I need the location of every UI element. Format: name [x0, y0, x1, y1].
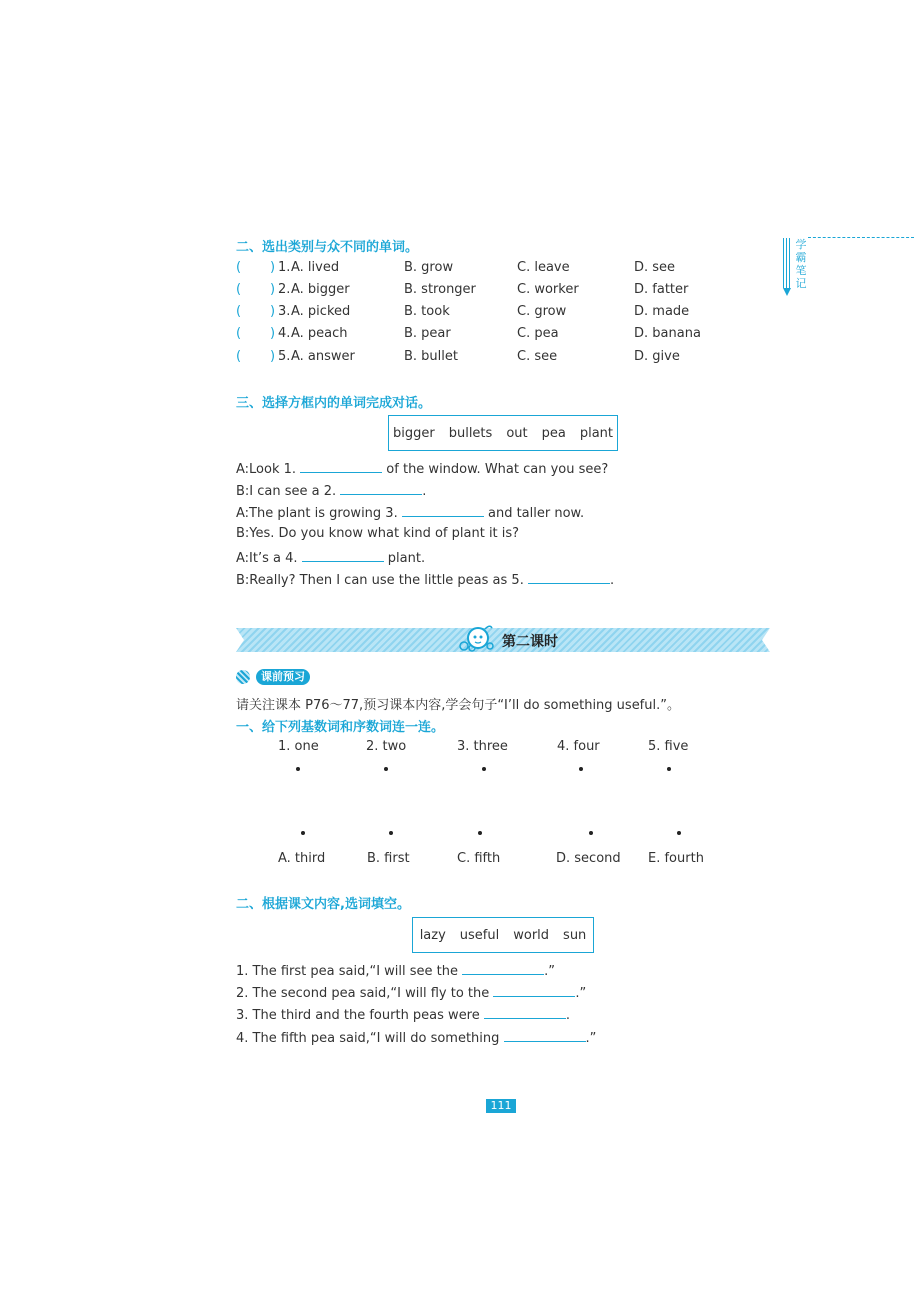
option-a: A. bigger [291, 282, 350, 297]
dialogue-text: . [609, 573, 615, 588]
fill-text: 1. The first pea said,“I will see the [236, 964, 463, 979]
option-b: B. took [404, 304, 450, 319]
dialogue-text: B:Really? Then I can use the little peas as 5. [236, 573, 524, 588]
fill-line [236, 1006, 570, 1023]
answer-blank[interactable] [462, 962, 544, 975]
dialogue-line [236, 482, 426, 499]
match-bottom-dot[interactable] [589, 831, 593, 835]
side-tab-label [794, 238, 808, 290]
question-number: 5. [278, 349, 291, 364]
word-bank-word: world [513, 927, 550, 943]
answer-paren-open[interactable]: ( [236, 260, 242, 275]
dialogue-text: of the window. What can you see? [382, 462, 609, 477]
fill-text: 4. The fifth pea said,“I will do something [236, 1031, 504, 1046]
match-top-dot[interactable] [667, 767, 671, 771]
answer-paren-close: ) [270, 304, 276, 319]
side-tab-char: 学 [795, 238, 807, 251]
word-bank-word: pea [541, 425, 566, 441]
option-a: A. lived [291, 260, 340, 275]
preview-icon [236, 670, 250, 684]
answer-paren-open[interactable]: ( [236, 304, 242, 319]
preview-badge: 课前预习 [256, 669, 310, 685]
side-tab-char: 笔 [795, 264, 807, 277]
word-bank-word: plant [579, 425, 613, 441]
match-bottom-dot[interactable] [677, 831, 681, 835]
fill-line [236, 962, 555, 979]
side-tab-char: 记 [795, 277, 807, 290]
pencil-icon [780, 238, 794, 302]
match-bottom-item: D. second [556, 851, 621, 866]
fill-line [236, 1029, 596, 1046]
answer-blank[interactable] [484, 1006, 566, 1019]
section-dialogue-title: 三、选择方框内的单词完成对话。 [236, 396, 432, 411]
match-bottom-dot[interactable] [478, 831, 482, 835]
word-bank-word: bullets [448, 425, 493, 441]
option-b: B. bullet [404, 349, 458, 364]
question-number: 1. [278, 260, 291, 275]
option-d: D. banana [634, 326, 701, 341]
match-bottom-dot[interactable] [301, 831, 305, 835]
dialogue-line [236, 504, 584, 521]
side-tab-char: 霸 [795, 251, 807, 264]
answer-paren-open[interactable]: ( [236, 282, 242, 297]
answer-blank[interactable] [302, 549, 384, 562]
word-bank-word: useful [459, 927, 500, 943]
word-bank-box [388, 415, 618, 451]
pea-mascot-icon [458, 622, 498, 654]
dialogue-text: . [422, 484, 427, 499]
preview-instruction: 请关注课本 P76～77,预习课本内容,学会句子“I’ll do something useful.”。 [236, 698, 680, 713]
fill-text: 2. The second pea said,“I will fly to the [236, 986, 494, 1001]
dialogue-text: and taller now. [483, 506, 585, 521]
option-a: A. picked [291, 304, 351, 319]
answer-paren-close: ) [270, 282, 276, 297]
option-d: D. give [634, 349, 680, 364]
dialogue-line [236, 549, 425, 566]
option-a: A. peach [291, 326, 348, 341]
answer-paren-open[interactable]: ( [236, 326, 242, 341]
dialogue-text: A:The plant is growing 3. [236, 506, 398, 521]
dialogue-text: B:I can see a 2. [236, 484, 337, 499]
word-bank-word: bigger [393, 425, 435, 441]
match-top-item: 3. three [457, 739, 508, 754]
option-b: B. pear [404, 326, 451, 341]
answer-paren-close: ) [270, 326, 276, 341]
dialogue-line: B:Yes. Do you know what kind of plant it is? [236, 526, 520, 541]
answer-paren-close: ) [270, 349, 276, 364]
question-number: 3. [278, 304, 291, 319]
answer-blank[interactable] [402, 504, 484, 517]
fill-text: .” [544, 964, 556, 979]
option-a: A. answer [291, 349, 355, 364]
match-top-item: 1. one [278, 739, 319, 754]
option-d: D. made [634, 304, 690, 319]
option-c: C. worker [517, 282, 579, 297]
dialogue-text: A:It’s a 4. [236, 551, 298, 566]
section-odd-one-out-title: 二、选出类别与众不同的单词。 [236, 240, 419, 255]
side-tab-dashed-line [808, 237, 914, 238]
lesson-title: 第二课时 [502, 634, 558, 650]
match-top-dot[interactable] [482, 767, 486, 771]
option-d: D. fatter [634, 282, 689, 297]
fill-line [236, 984, 586, 1001]
question-number: 4. [278, 326, 291, 341]
option-c: C. see [517, 349, 558, 364]
dialogue-line [236, 571, 614, 588]
match-bottom-item: A. third [278, 851, 326, 866]
fill-text: . [565, 1008, 571, 1023]
match-bottom-dot[interactable] [389, 831, 393, 835]
word-bank-box [412, 917, 594, 953]
question-number: 2. [278, 282, 291, 297]
answer-blank[interactable] [504, 1029, 586, 1042]
match-top-item: 4. four [557, 739, 600, 754]
answer-blank[interactable] [300, 460, 382, 473]
match-top-item: 2. two [366, 739, 407, 754]
section-matching-title: 一、给下列基数词和序数词连一连。 [236, 720, 445, 735]
answer-paren-open[interactable]: ( [236, 349, 242, 364]
option-b: B. grow [404, 260, 454, 275]
section-fill-title: 二、根据课文内容,选词填空。 [236, 897, 410, 912]
word-bank-word: sun [563, 927, 587, 943]
fill-text: .” [575, 986, 587, 1001]
page-number: 111 [486, 1099, 516, 1113]
word-bank-word: out [506, 425, 528, 441]
dialogue-text: plant. [383, 551, 426, 566]
fill-text: 3. The third and the fourth peas were [236, 1008, 484, 1023]
match-bottom-item: B. first [367, 851, 410, 866]
match-top-dot[interactable] [296, 767, 300, 771]
dialogue-line [236, 460, 608, 477]
word-bank-word: lazy [419, 927, 446, 943]
option-b: B. stronger [404, 282, 476, 297]
answer-blank[interactable] [340, 482, 422, 495]
match-top-dot[interactable] [579, 767, 583, 771]
answer-blank[interactable] [528, 571, 610, 584]
option-c: C. grow [517, 304, 567, 319]
match-bottom-item: E. fourth [648, 851, 704, 866]
fill-text: .” [585, 1031, 597, 1046]
dialogue-text: A:Look 1. [236, 462, 297, 477]
answer-paren-close: ) [270, 260, 276, 275]
option-c: C. pea [517, 326, 559, 341]
match-top-dot[interactable] [384, 767, 388, 771]
answer-blank[interactable] [493, 984, 575, 997]
option-d: D. see [634, 260, 676, 275]
match-top-item: 5. five [648, 739, 689, 754]
option-c: C. leave [517, 260, 570, 275]
match-bottom-item: C. fifth [457, 851, 501, 866]
